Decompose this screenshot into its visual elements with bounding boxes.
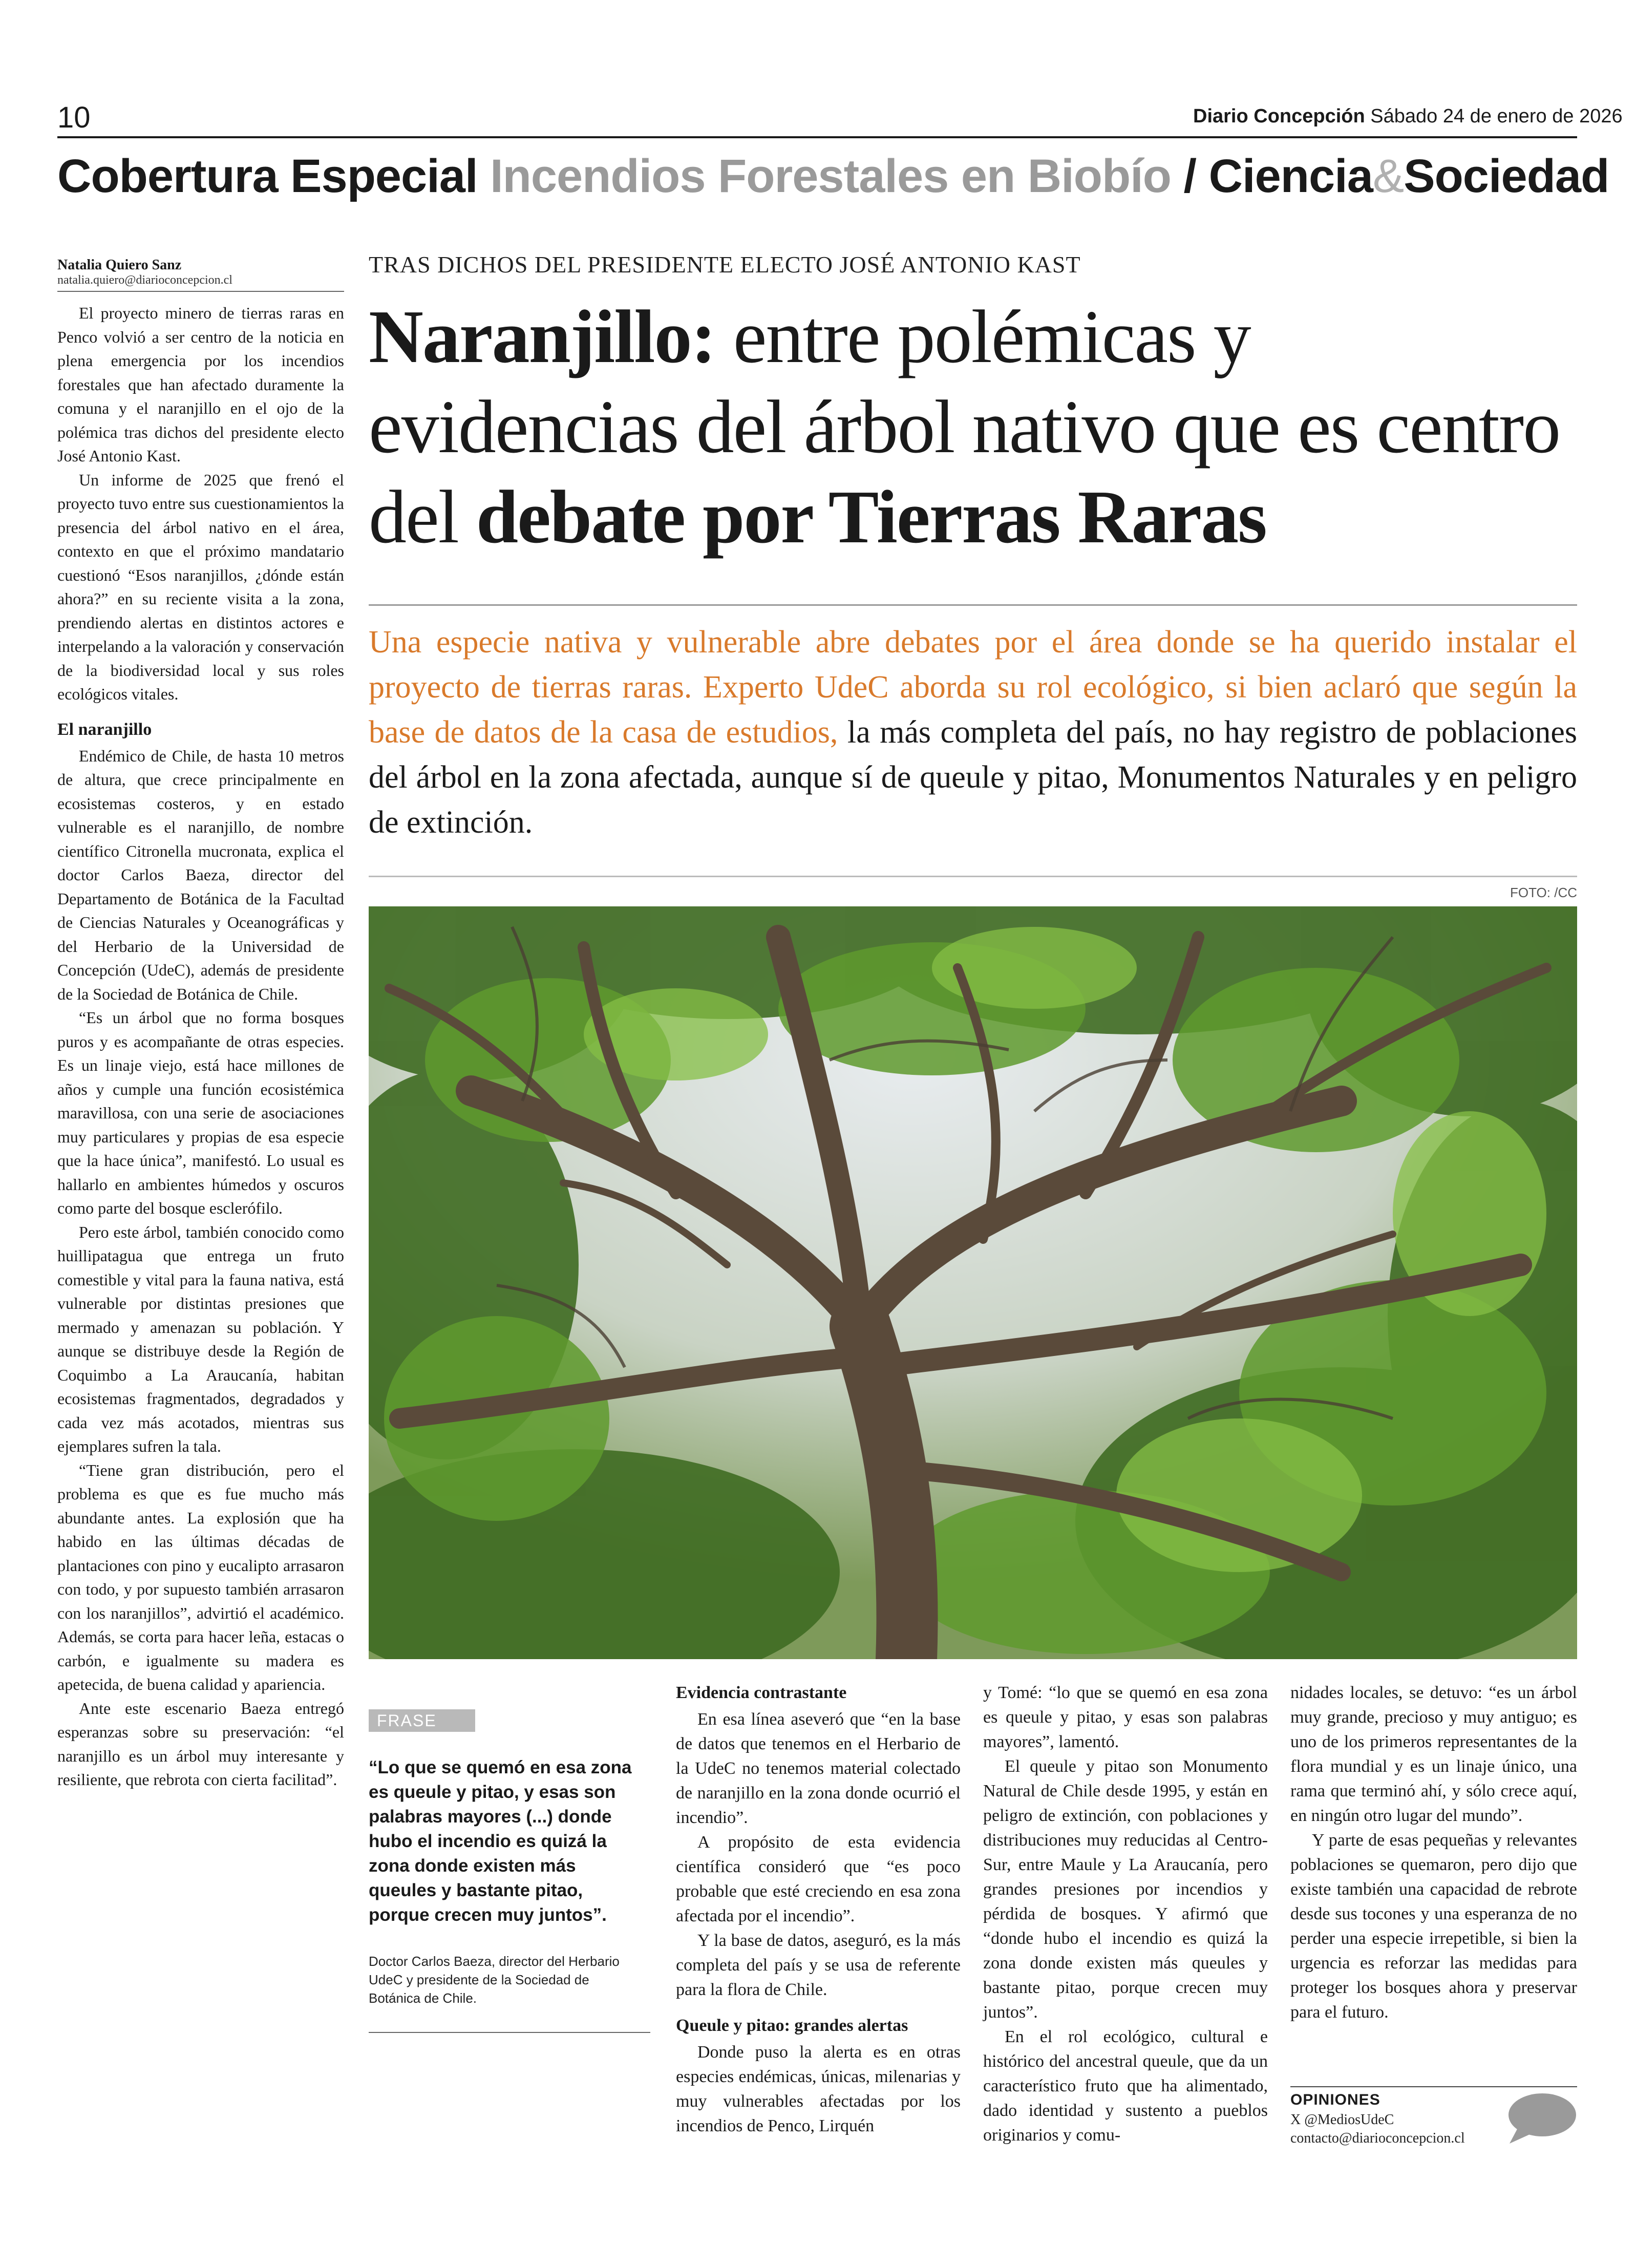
opinions-rule xyxy=(1290,2086,1577,2087)
subheading: Evidencia contrastante xyxy=(676,1683,847,1702)
opinions-title: OPINIONES xyxy=(1290,2091,1380,2108)
paragraph: El proyecto minero de tierras raras en Penco volvió a ser centro de la noticia en plena emergencia por los incendios forestales que han afectado duramente la comuna y el naranjillo en el ojo de la polémica tras dichos del presidente electo José Antonio Kast. xyxy=(57,304,344,465)
article-column-2 xyxy=(676,1681,961,2138)
paragraph: Donde puso la alerta es en otras especies endémicas, únicas, milenarias y muy vulnerables afectadas por los incendios de Penco, Lirquén xyxy=(676,2043,961,2135)
pull-quote: “Lo que se quemó en esa zona es queule y pitao, y esas son palabras mayores (...) donde hubo el incendio es quizá la zona donde existen más queules y bastante pitao, porque crecen muy juntos”. xyxy=(369,1757,632,1925)
publication-name: Diario Concepción xyxy=(1193,105,1365,127)
headline-regular: entre polémicas y evidencias del árbol nativo que es centro del xyxy=(369,295,1560,559)
masthead xyxy=(1193,105,1623,128)
headline-bold-2: debate por Tierras Raras xyxy=(476,475,1266,559)
deck-rule xyxy=(369,876,1577,877)
speech-bubble-icon xyxy=(1503,2090,1577,2147)
headline-rule xyxy=(369,604,1577,606)
photo-credit: FOTO: /CC xyxy=(1510,885,1577,900)
quote-rule xyxy=(369,2032,650,2033)
section-amp: & xyxy=(1372,150,1404,202)
paragraph: En esa línea aseveró que “en la base de datos que tenemos en el Herbario de la UdeC no tenemos material colectado de naranjillo en la zona donde ocurrió el incendio”. xyxy=(676,1710,961,1827)
section-topic: Incendios Forestales en Biobío xyxy=(490,150,1171,202)
paragraph: nidades locales, se detuvo: “es un árbol muy grande, precioso y muy antiguo; es uno de los primeros representantes de la flora mundial y es un linaje único, una rama que terminó ahí, y sólo crece aquí, en ningún otro lugar del mundo”. xyxy=(1290,1683,1577,1825)
headline-bold-1: Naranjillo: xyxy=(369,295,715,379)
header-rule xyxy=(57,136,1577,138)
byline-email: natalia.quiero@diarioconcepcion.cl xyxy=(57,273,232,287)
subheading: El naranjillo xyxy=(57,719,152,739)
deck-rest: la más completa del país, no hay registro de poblaciones del árbol en la zona afectada, aunque sí de queule y pitao, Monumentos Naturales y en peligro de extinción. xyxy=(369,715,1577,840)
article-column-4 xyxy=(1290,1681,1577,2025)
byline-rule xyxy=(57,291,344,292)
tree-canopy-photo xyxy=(369,906,1577,1659)
publication-date: Sábado 24 de enero de 2026 xyxy=(1370,105,1623,127)
section-separator: / xyxy=(1183,150,1197,202)
deck xyxy=(369,620,1577,845)
paragraph: En el rol ecológico, cultural e histórico del ancestral queule, que da un característico fruto que ha alimentado, dado identidad y sustento a pueblos originarios y comu- xyxy=(983,2027,1268,2145)
subheading: Queule y pitao: grandes alertas xyxy=(676,2016,908,2035)
paragraph: A propósito de esta evidencia científica consideró que “es poco probable que esté creciendo en esa zona afectada por el incendio”. xyxy=(676,1833,961,1925)
paragraph: y Tomé: “lo que se quemó en esa zona es queule y pitao, y esas son palabras mayores”, lamentó. xyxy=(983,1683,1268,1751)
section-title xyxy=(57,150,1609,203)
opinions-email[interactable]: contacto@diarioconcepcion.cl xyxy=(1290,2130,1465,2146)
section-sub-1: Ciencia xyxy=(1208,150,1373,202)
quote-label: FRASE xyxy=(369,1709,475,1732)
article-column-3 xyxy=(983,1681,1268,2148)
headline xyxy=(369,292,1577,562)
tree-canopy-illustration xyxy=(369,906,1577,1659)
paragraph: Un informe de 2025 que frenó el proyecto tuvo entre sus cuestionamientos la presencia del árbol nativo en el área, contexto en que el próximo mandatario cuestionó “Esos naranjillos, ¿dónde están ahora?” en su reciente visita a la zona, prendiendo alertas en distintos actores e interpelando a la valoración y conservación de la biodiversidad local y sus roles ecológicos vitales. xyxy=(57,470,344,703)
paragraph: “Tiene gran distribución, pero el problema es que es fue mucho más abundante antes. La explosión que ha habido en las últimas décadas de plantaciones con pino y eucalipto arrasaron con todo, y por supuesto también arrasaron con los naranjillos”, advirtió el académico. Además, se corta para hacer leña, estacas o carbón, e igualmente su madera es apetecida, de buena calidad y apariencia. xyxy=(57,1460,344,1693)
paragraph: Endémico de Chile, de hasta 10 metros de altura, que crece principalmente en ecosistemas costeros, y en estado vulnerable es el naranjillo, de nombre científico Citronella mucronata, explica el doctor Carlos Baeza, director del Departamento de Botánica de la Facultad de Ciencias Naturales y Oceanográficas y del Herbario de la Universidad de Concepción (UdeC), además de presidente de la Sociedad de Botánica de Chile. xyxy=(57,746,344,1003)
paragraph: Y la base de datos, aseguró, es la más completa del país y se usa de referente para la flora de Chile. xyxy=(676,1931,961,1999)
deck-accent: Una especie nativa y vulnerable abre debates por el área donde se ha querido instalar el proyecto de tierras raras. Experto UdeC aborda su rol ecológico, si bien aclaró que según la base de datos de la casa de estudios, xyxy=(369,625,1577,750)
paragraph: Pero este árbol, también conocido como huillipatagua que entrega un fruto comestible y vital para la fauna nativa, está vulnerable por distintas presiones que mermado y amenazan su población. Y aunque se distribuye desde la Región de Coquimbo a La Araucanía, habitan ecosistemas fragmentados, degradados y cada vez más acotados, mientras sus ejemplares sufren la tala. xyxy=(57,1222,344,1455)
page-number: 10 xyxy=(57,101,91,134)
paragraph: Ante este escenario Baeza entregó esperanzas sobre su preservación: “el naranjillo es un árbol muy interesante y resiliente, que rebrota con cierta facilitad”. xyxy=(57,1699,344,1789)
paragraph: El queule y pitao son Monumento Natural de Chile desde 1995, y están en peligro de extinción, con poblaciones y distribuciones muy reducidas al Centro-Sur, entre Maule y La Araucanía, pero grandes presiones por incendios y pérdida de bosques. Y afirmó que “donde hubo el incendio es quizá la zona donde existen más queules y bastante pitao, porque crecen muy juntos”. xyxy=(983,1757,1268,2022)
section-sub-2: Sociedad xyxy=(1404,150,1609,202)
byline-name: Natalia Quiero Sanz xyxy=(57,257,182,273)
paragraph: “Es un árbol que no forma bosques puros y es acompañante de otras especies. Es un linaje viejo, está hace millones de años y cumple una función ecosistémica maravillosa, con una serie de asociaciones muy particulares y propias de esa especie que la hace única”, manifestó. Lo usual es hallarlo en ambientes húmedos y oscuros como parte del bosque esclerófilo. xyxy=(57,1008,344,1217)
opinions-x-handle[interactable]: X @MediosUdeC xyxy=(1290,2112,1394,2128)
section-main: Cobertura Especial xyxy=(57,150,478,202)
quote-caption: Doctor Carlos Baeza, director del Herbario UdeC y presidente de la Sociedad de Botánica de Chile. xyxy=(369,1954,620,2006)
kicker: TRAS DICHOS DEL PRESIDENTE ELECTO JOSÉ ANTONIO KAST xyxy=(369,251,1081,278)
article-column-1 xyxy=(57,301,344,1792)
paragraph: Y parte de esas pequeñas y relevantes poblaciones se quemaron, pero dijo que existe también una capacidad de rebrote desde sus tocones y una esperanza de no perder una especie irrepetible, si bien la urgencia es reforzar las medidas para proteger los bosques ahora y preservar para el futuro. xyxy=(1290,1831,1577,2022)
